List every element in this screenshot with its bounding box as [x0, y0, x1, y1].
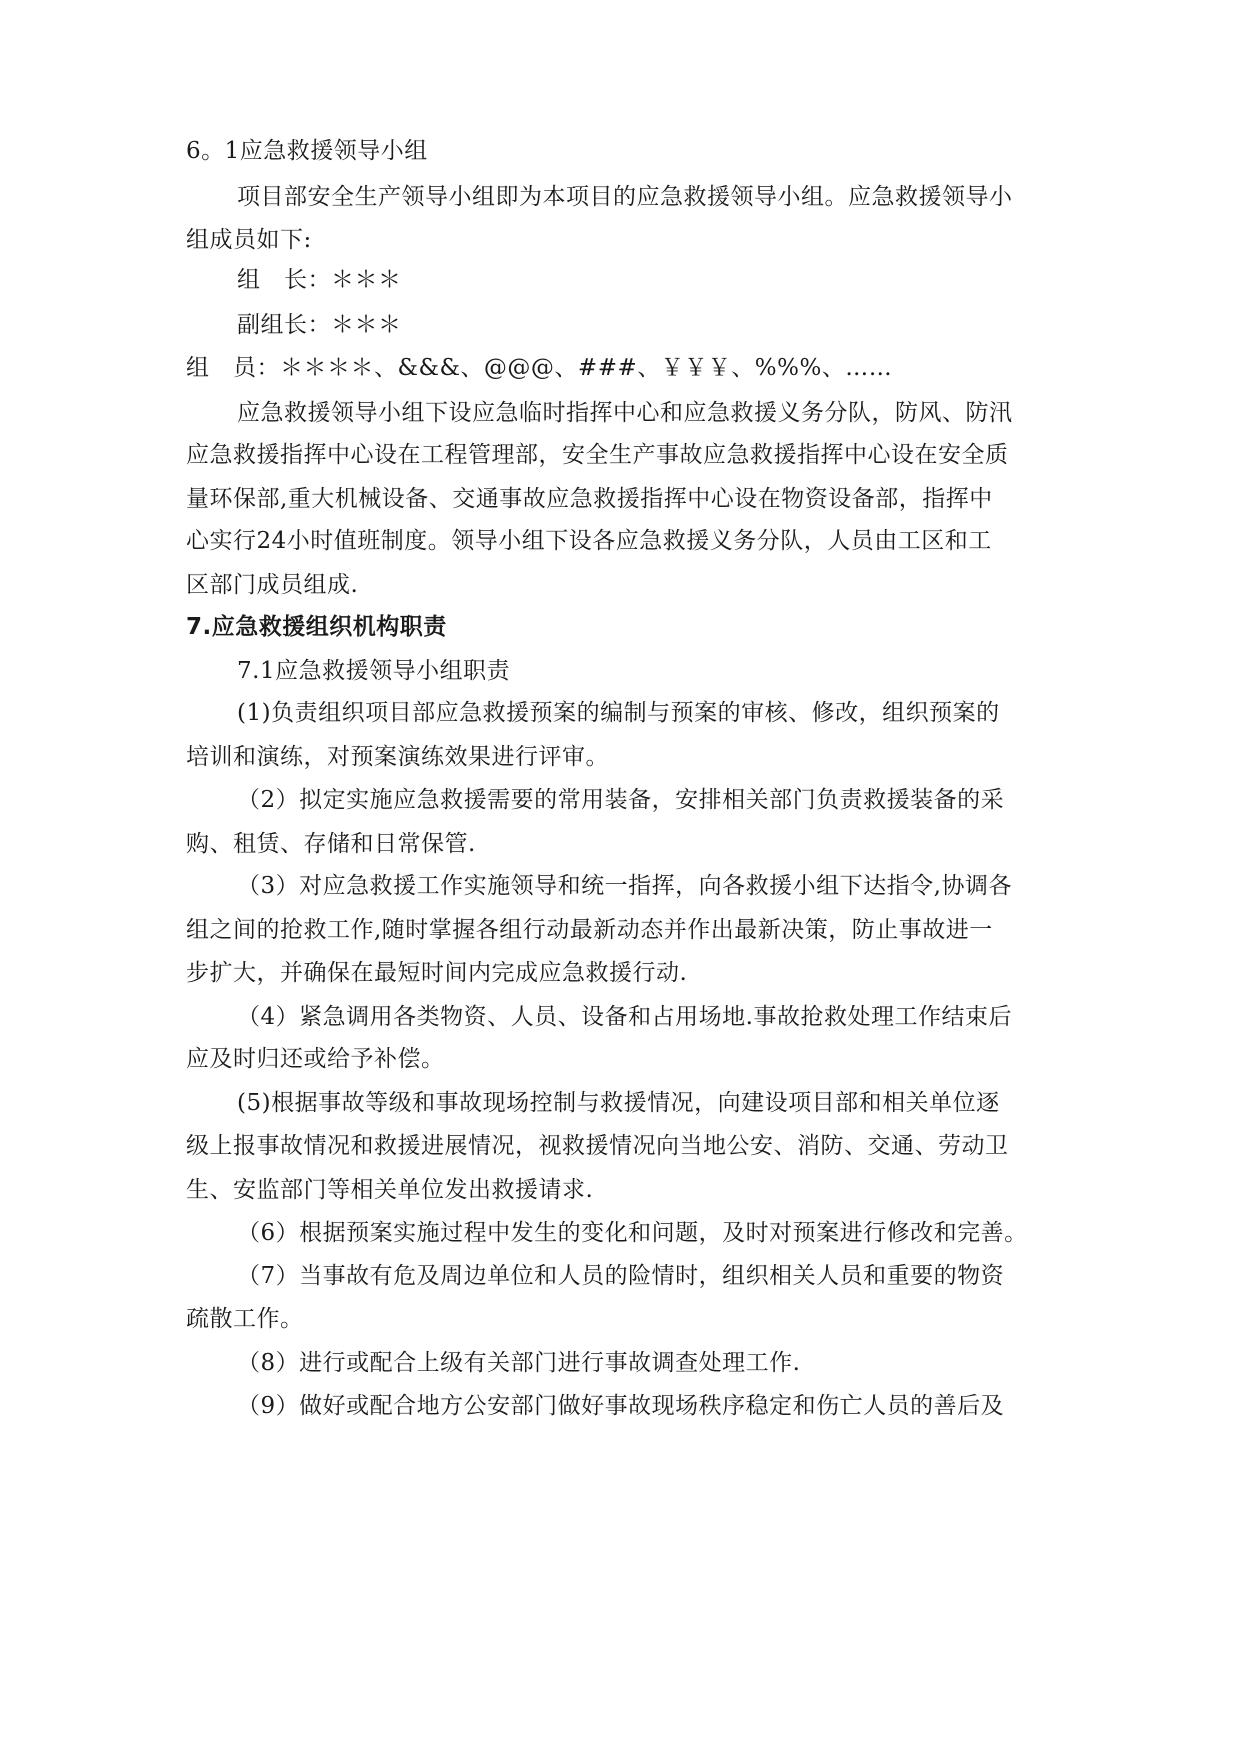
list-item-5: (5)根据事故等级和事故现场控制与救援情况，向建设项目部和相关单位逐: [237, 1090, 1000, 1116]
paragraph-line: 应及时归还或给予补偿。: [186, 1046, 445, 1072]
paragraph-line: 量环保部,重大机械设备、交通事故应急救援指挥中心设在物资设备部，指挥中: [186, 486, 993, 512]
paragraph-line: 级上报事故情况和救援进展情况，视救援情况向当地公安、消防、交通、劳动卫: [186, 1133, 1009, 1159]
paragraph-line: 疏散工作。: [186, 1306, 304, 1332]
list-item-2: （2）拟定实施应急救援需要的常用装备，安排相关部门负责救援装备的采: [237, 787, 1005, 813]
list-item-3: （3）对应急救援工作实施领导和统一指挥，向各救援小组下达指令,协调各: [237, 873, 1012, 899]
list-item-4: （4）紧急调用各类物资、人员、设备和占用场地.事故抢救处理工作结束后: [237, 1004, 1012, 1030]
paragraph-line: 应急救援指挥中心设在工程管理部，安全生产事故应急救援指挥中心设在安全质: [186, 442, 1009, 468]
paragraph-line: 组成员如下:: [186, 227, 312, 253]
paragraph-line: 应急救援领导小组下设应急临时指挥中心和应急救援义务分队，防风、防汛: [237, 400, 1013, 426]
paragraph-line: 步扩大，并确保在最短时间内完成应急救援行动.: [186, 960, 688, 986]
paragraph-line: 项目部安全生产领导小组即为本项目的应急救援领导小组。应急救援领导小: [237, 184, 1013, 210]
section-heading-7-1: 7.1应急救援领导小组职责: [237, 658, 511, 684]
paragraph-line: 培训和演练，对预案演练效果进行评审。: [186, 744, 609, 770]
list-item-9: （9）做好或配合地方公安部门做好事故现场秩序稳定和伤亡人员的善后及: [237, 1393, 1005, 1419]
paragraph-line: 生、安监部门等相关单位发出救援请求.: [186, 1177, 594, 1203]
list-item-8: （8）进行或配合上级有关部门进行事故调查处理工作.: [237, 1350, 801, 1376]
list-item-1: (1)负责组织项目部应急救援预案的编制与预案的审核、修改，组织预案的: [237, 700, 1000, 726]
list-item-7: （7）当事故有危及周边单位和人员的险情时，组织相关人员和重要的物资: [237, 1263, 1005, 1289]
list-item-6: （6）根据预案实施过程中发生的变化和问题，及时对预案进行修改和完善。: [237, 1220, 1028, 1246]
leader-line: 组 长：＊＊＊: [237, 267, 402, 293]
paragraph-line: 购、租赁、存储和日常保管.: [186, 831, 476, 857]
paragraph-line: 心实行24小时值班制度。领导小组下设各应急救援义务分队，人员由工区和工: [186, 528, 992, 554]
members-line: 组 员：＊＊＊＊、&&&、@@@、###、￥￥￥、%%%、……: [186, 355, 893, 381]
section-heading-6-1: 6。1应急救援领导小组: [186, 138, 428, 164]
deputy-leader-line: 副组长：＊＊＊: [237, 312, 402, 338]
paragraph-line: 组之间的抢救工作,随时掌握各组行动最新动态并作出最新决策，防止事故进一: [186, 917, 993, 943]
section-heading-7: 7.应急救援组织机构职责: [186, 614, 447, 640]
paragraph-line: 区部门成员组成.: [186, 572, 359, 598]
